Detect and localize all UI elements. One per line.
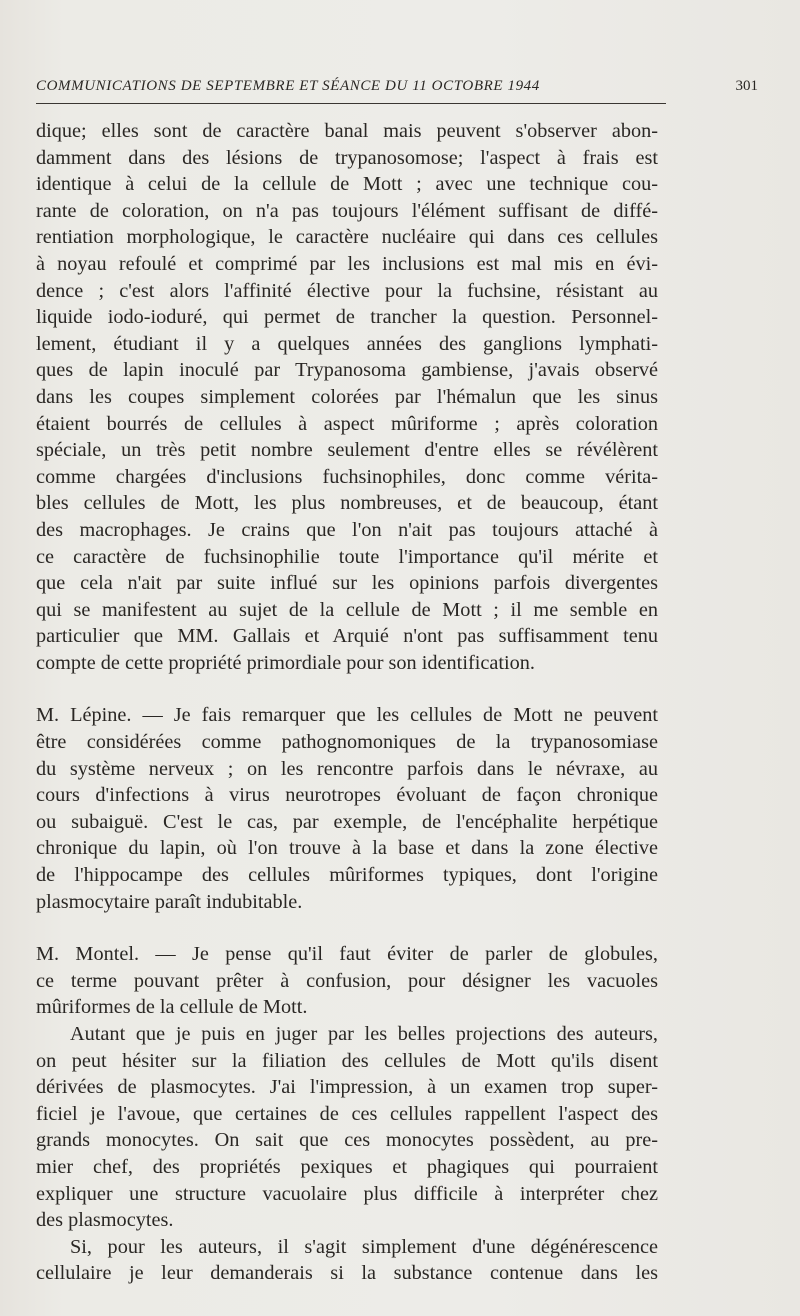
paragraph-autant (36, 1021, 658, 1234)
text-line: dans les coupes simplement colorées par l'hémalun que les sinus (36, 385, 658, 408)
text-line: lement, étudiant il y a quelques années des ganglions lymphati- (36, 332, 658, 355)
text-line: liquide iodo-ioduré, qui permet de trancher la question. Personnel- (36, 306, 658, 329)
running-head: COMMUNICATIONS DE SEPTEMBRE ET SÉANCE DU 11 OCTOBRE 1944 (36, 78, 540, 94)
text-line: dérivées de plasmocytes. J'ai l'impression, à un examen trop super- (36, 1076, 658, 1099)
text-line: cours d'infections à virus neurotropes évoluant de façon chronique (36, 784, 658, 807)
text-line: chronique du lapin, où l'on trouve à la base et dans la zone élective (36, 837, 658, 860)
text-line: rentiation morphologique, le caractère nucléaire qui dans ces cellules (36, 226, 658, 249)
text-line: M. Lépine. — Je fais remarquer que les cellules de Mott ne peuvent (36, 704, 658, 727)
text-line: de l'hippocampe des cellules mûriformes typiques, dont l'origine (36, 864, 658, 887)
text-line: à noyau refoulé et comprimé par les inclusions est mal mis en évi- (36, 252, 658, 275)
text-line: mûriformes de la cellule de Mott. (36, 996, 308, 1019)
text-line: bles cellules de Mott, les plus nombreuses, et de beaucoup, étant (36, 492, 658, 515)
body-text (36, 118, 658, 1287)
text-line: étaient bourrés de cellules à aspect mûriforme ; après coloration (36, 412, 658, 435)
text-line: mier chef, des propriétés pexiques et phagiques qui pourraient (36, 1155, 658, 1178)
page-header (36, 78, 758, 100)
text-line: qui se manifestent au sujet de la cellule de Mott ; il me semble en (36, 598, 658, 621)
paragraph-gap (36, 676, 658, 702)
text-line: plasmocytaire paraît indubitable. (36, 890, 303, 913)
text-line: particulier que MM. Gallais et Arquié n'ont pas suffisamment tenu (36, 625, 658, 648)
paragraph-gap (36, 915, 658, 941)
text-line: ou subaiguë. C'est le cas, par exemple, de l'encéphalite herpétique (36, 810, 658, 833)
text-line: ce terme pouvant prêter à confusion, pour désigner les vacuoles (36, 969, 658, 992)
text-line: ce caractère de fuchsinophilie toute l'importance qu'il mérite et (36, 545, 658, 568)
text-line: on peut hésiter sur la filiation des cellules de Mott qu'ils disent (36, 1049, 658, 1072)
text-line: identique à celui de la cellule de Mott ; avec une technique cou- (36, 173, 658, 196)
text-line: dique; elles sont de caractère banal mais peuvent s'observer abon- (36, 120, 658, 142)
paragraph-montel (36, 941, 658, 1021)
text-line: Autant que je puis en juger par les belles projections des auteurs, (70, 1023, 658, 1045)
text-line: être considérées comme pathognomoniques de la trypanosomiase (36, 731, 658, 754)
text-line: compte de cette propriété primordiale pour son identification. (36, 651, 535, 674)
text-line: spéciale, un très petit nombre seulement d'entre elles se révélèrent (36, 439, 658, 462)
text-line: ques de lapin inoculé par Trypanosoma gambiense, j'avais observé (36, 359, 658, 382)
text-line: M. Montel. — Je pense qu'il faut éviter de parler de globules, (36, 943, 658, 966)
text-line: comme chargées d'inclusions fuchsinophiles, donc comme vérita- (36, 465, 658, 488)
text-line: des plasmocytes. (36, 1209, 174, 1232)
text-line: damment dans des lésions de trypanosomose; l'aspect à frais est (36, 146, 658, 169)
text-line: cellulaire je leur demanderais si la substance contenue dans les (36, 1262, 658, 1285)
text-line: Si, pour les auteurs, il s'agit simplement d'une dégénérescence (70, 1235, 658, 1258)
text-line: rante de coloration, on n'a pas toujours l'élément suffisant de diffé- (36, 199, 658, 222)
text-line: grands monocytes. On sait que ces monocytes possèdent, au pre- (36, 1129, 658, 1152)
text-line: expliquer une structure vacuolaire plus difficile à interpréter chez (36, 1182, 658, 1205)
text-line: du système nerveux ; on les rencontre parfois dans le névraxe, au (36, 757, 658, 780)
text-line: dence ; c'est alors l'affinité élective pour la fuchsine, résistant au (36, 279, 658, 302)
text-line: que cela n'ait par suite influé sur les opinions parfois divergentes (36, 572, 658, 595)
paragraph-lepine (36, 702, 658, 915)
text-line: des macrophages. Je crains que l'on n'ait pas toujours attaché à (36, 518, 658, 541)
paragraph-continuation (36, 118, 658, 676)
page-number: 301 (735, 78, 758, 94)
header-rule (36, 103, 666, 104)
text-line: ficiel je l'avoue, que certaines de ces cellules rappellent l'aspect des (36, 1102, 658, 1125)
paragraph-si (36, 1234, 658, 1287)
